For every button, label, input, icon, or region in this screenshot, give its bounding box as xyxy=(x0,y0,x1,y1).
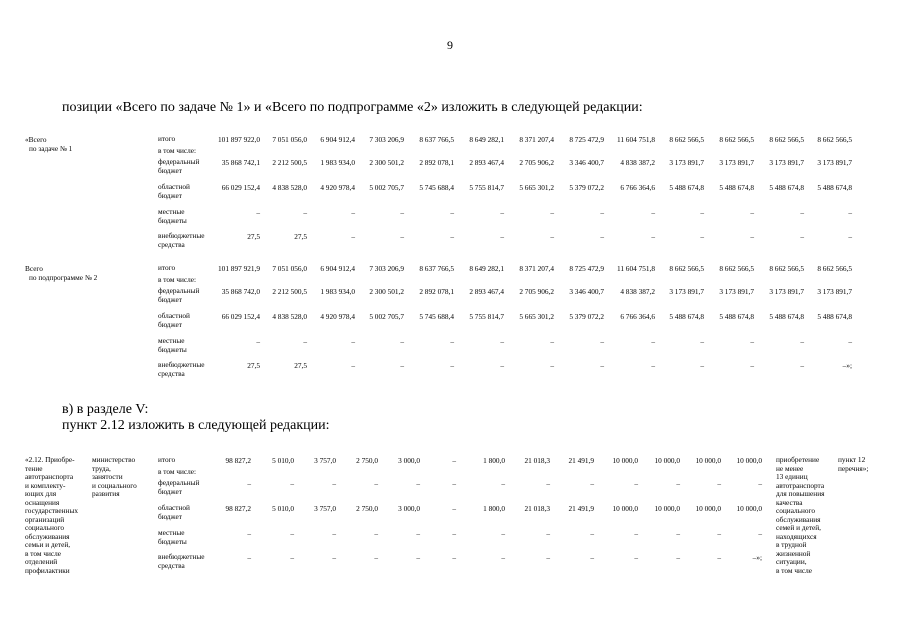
result-line: качества xyxy=(776,497,803,507)
responsible-line: труда, xyxy=(92,463,111,473)
block3-cell: 10 000,0 xyxy=(695,456,721,465)
block1-cell: – xyxy=(351,232,355,241)
block1-cell: – xyxy=(400,232,404,241)
block2-cell: 4 838 528,0 xyxy=(272,312,307,321)
heading-section-v: в) в разделе V: xyxy=(62,402,149,417)
block2-cell: – xyxy=(800,337,804,346)
result-line: жизненной xyxy=(776,548,811,558)
block2-cell: – xyxy=(450,337,454,346)
result-line: в том числе xyxy=(776,565,813,575)
block2-cell: 8 371 207,4 xyxy=(519,264,554,273)
block3-cell: – xyxy=(590,529,594,538)
block3-cell: – xyxy=(501,553,505,562)
measure-name-line: оснащения xyxy=(25,497,60,507)
block2-cell: 5 002 705,7 xyxy=(369,312,404,321)
block2-cell: 3 173 891,7 xyxy=(769,287,804,296)
result-line: обслуживания xyxy=(776,514,821,524)
block2-cell: – xyxy=(256,337,260,346)
block1-cell: 3 173 891,7 xyxy=(769,158,804,167)
block3-cell: 2 750,0 xyxy=(356,504,378,513)
block3-cell: – xyxy=(717,553,721,562)
block1-cell: 8 637 766,5 xyxy=(419,135,454,144)
block3-cell: 10 000,0 xyxy=(654,456,680,465)
block3-cell: – xyxy=(374,479,378,488)
block3-cell: – xyxy=(290,529,294,538)
block1-row-label: в том числе: xyxy=(158,146,197,155)
heading-item-2-12: пункт 2.12 изложить в следующей редакции: xyxy=(62,418,330,433)
block2-cell: 5 379 072,2 xyxy=(569,312,604,321)
block3-cell: 10 000,0 xyxy=(654,504,680,513)
block2-cell: – xyxy=(500,337,504,346)
block3-cell: 5 010,0 xyxy=(272,456,294,465)
block3-cell: – xyxy=(501,479,505,488)
block1-cell: 2 300 501,2 xyxy=(369,158,404,167)
block1-cell: 3 173 891,7 xyxy=(817,158,852,167)
measure-name-line: государственных xyxy=(25,506,79,515)
block3-cell: – xyxy=(452,529,456,538)
block2-row-label: в том числе: xyxy=(158,275,197,284)
block3-cell: – xyxy=(546,529,550,538)
block1-cell: – xyxy=(400,208,404,217)
block2-cell: 5 488 674,8 xyxy=(719,312,754,321)
block1-cell: – xyxy=(800,208,804,217)
block3-row-label: федеральный бюджет xyxy=(158,478,200,496)
block3-cell: – xyxy=(416,479,420,488)
block1-cell: 8 662 566,5 xyxy=(669,135,704,144)
block3-cell: – xyxy=(416,529,420,538)
block2-cell: 8 662 566,5 xyxy=(817,264,852,273)
block2-cell: 27,5 xyxy=(294,361,307,370)
block1-cell: – xyxy=(848,208,852,217)
block1-cell: 5 488 674,8 xyxy=(769,183,804,192)
block3-responsible xyxy=(92,456,137,499)
block1-cell: 5 488 674,8 xyxy=(817,183,852,192)
block2-row-label: итого xyxy=(158,263,176,272)
block1-cell: 2 893 467,4 xyxy=(469,158,504,167)
block2-cell: 3 173 891,7 xyxy=(669,287,704,296)
block3-cell: 1 800,0 xyxy=(483,504,505,513)
block1-cell: 6 766 364,6 xyxy=(620,183,655,192)
block3-cell: – xyxy=(374,529,378,538)
block2-cell: 3 173 891,7 xyxy=(817,287,852,296)
block1-cell: – xyxy=(600,208,604,217)
block3-cell: – xyxy=(676,529,680,538)
block3-cell: 10 000,0 xyxy=(736,456,762,465)
block2-row-label: местные бюджеты xyxy=(158,336,187,354)
block1-cell: 7 303 206,9 xyxy=(369,135,404,144)
block1-row-label: итого xyxy=(158,134,176,143)
measure-name-line: автотранспорта xyxy=(25,472,74,481)
block2-cell: – xyxy=(600,337,604,346)
block1-cell: 3 173 891,7 xyxy=(669,158,704,167)
block3-cell: 10 000,0 xyxy=(612,504,638,513)
result-line: для повышения xyxy=(776,489,825,498)
block2-cell: – xyxy=(400,361,404,370)
block1-cell: 5 488 674,8 xyxy=(669,183,704,192)
block3-cell: – xyxy=(247,479,251,488)
block1-cell: 2 705 906,2 xyxy=(519,158,554,167)
block3-cell: – xyxy=(332,479,336,488)
result-line: социального xyxy=(776,506,815,515)
block1-cell: – xyxy=(351,208,355,217)
block3-cell: – xyxy=(332,553,336,562)
block1-cell: 11 604 751,8 xyxy=(616,135,655,144)
block3-cell: –»; xyxy=(752,553,762,562)
measure-name-line: социального xyxy=(25,523,64,532)
responsible-line: и социального xyxy=(92,480,137,490)
block3-result xyxy=(776,456,824,575)
block2-cell: 2 705 906,2 xyxy=(519,287,554,296)
block3-cell: – xyxy=(374,553,378,562)
block1-cell: 6 904 912,4 xyxy=(320,135,355,144)
block3-cell: – xyxy=(634,553,638,562)
result-line: 13 единиц xyxy=(776,472,808,481)
block1-cell: 3 173 891,7 xyxy=(719,158,754,167)
block3-cell: 5 010,0 xyxy=(272,504,294,513)
block1-cell: 8 371 207,4 xyxy=(519,135,554,144)
block2-cell: 8 662 566,5 xyxy=(769,264,804,273)
measure-name-line: в том числе xyxy=(25,548,62,558)
heading-positions: позиции «Всего по задаче № 1» и «Всего по подпрограмме «2» изложить в следующей редакции: xyxy=(62,100,643,115)
block2-cell: – xyxy=(750,337,754,346)
block3-cell: – xyxy=(416,553,420,562)
block1-cell: – xyxy=(450,208,454,217)
block1-cell: 5 665 301,2 xyxy=(519,183,554,192)
block1-cell: 5 379 072,2 xyxy=(569,183,604,192)
block2-cell: – xyxy=(848,337,852,346)
block1-cell: 3 346 400,7 xyxy=(569,158,604,167)
block1-cell: 35 868 742,1 xyxy=(221,158,260,167)
block2-cell: 27,5 xyxy=(247,361,260,370)
block1-cell: – xyxy=(651,232,655,241)
block3-cell: – xyxy=(452,456,456,465)
block3-row-label: итого xyxy=(158,455,176,464)
block3-cell: 10 000,0 xyxy=(736,504,762,513)
measure-name-line: отделений xyxy=(25,557,58,566)
block2-cell: 6 904 912,4 xyxy=(320,264,355,273)
block1-cell: 8 662 566,5 xyxy=(769,135,804,144)
block3-cell: 21 491,9 xyxy=(568,456,594,465)
block3-cell: – xyxy=(676,479,680,488)
block2-cell: – xyxy=(400,337,404,346)
block1-cell: 5 745 688,4 xyxy=(419,183,454,192)
block2-cell: – xyxy=(351,361,355,370)
block1-cell: 8 662 566,5 xyxy=(817,135,852,144)
block1-cell: – xyxy=(600,232,604,241)
block2-cell: – xyxy=(500,361,504,370)
block2-cell: 1 983 934,0 xyxy=(320,287,355,296)
block3-cell: 2 750,0 xyxy=(356,456,378,465)
block1-cell: – xyxy=(550,208,554,217)
block2-cell: 5 755 814,7 xyxy=(469,312,504,321)
block3-cell: 10 000,0 xyxy=(695,504,721,513)
block1-cell: 5 488 674,8 xyxy=(719,183,754,192)
block1-cell: 1 983 934,0 xyxy=(320,158,355,167)
block1-cell: 8 649 282,1 xyxy=(469,135,504,144)
block3-cell: – xyxy=(717,479,721,488)
block2-cell: 5 488 674,8 xyxy=(669,312,704,321)
reference-line: перечня»; xyxy=(838,463,869,473)
block1-cell: – xyxy=(800,232,804,241)
block2-cell: 7 303 206,9 xyxy=(369,264,404,273)
block2-cell: – xyxy=(700,361,704,370)
block3-cell: – xyxy=(634,529,638,538)
block2-cell: 2 212 500,5 xyxy=(272,287,307,296)
block2-cell: – xyxy=(303,337,307,346)
block3-cell: 1 800,0 xyxy=(483,456,505,465)
block2-cell: – xyxy=(800,361,804,370)
block2-cell: – xyxy=(651,337,655,346)
block2-cell: 11 604 751,8 xyxy=(616,264,655,273)
block3-cell: – xyxy=(452,479,456,488)
result-line: ситуации, xyxy=(776,557,807,566)
block2-cell: – xyxy=(351,337,355,346)
block2-cell: 3 346 400,7 xyxy=(569,287,604,296)
block2-cell: 101 897 921,9 xyxy=(218,264,260,273)
measure-name-line: ющих для xyxy=(25,489,57,498)
block2-cell: 4 838 387,2 xyxy=(620,287,655,296)
block2-cell: 8 725 472,9 xyxy=(569,264,604,273)
block3-cell: – xyxy=(758,529,762,538)
block1-cell: 27,5 xyxy=(247,232,260,241)
reference-line: пункт 12 xyxy=(838,455,866,464)
block1-cell: 8 662 566,5 xyxy=(719,135,754,144)
block1-row-label: внебюджетные средства xyxy=(158,231,205,249)
block2-cell: – xyxy=(700,337,704,346)
block3-cell: 98 827,2 xyxy=(225,504,251,513)
block3-measure-name xyxy=(25,456,78,575)
block3-cell: – xyxy=(758,479,762,488)
block2-cell: 8 662 566,5 xyxy=(669,264,704,273)
block3-cell: – xyxy=(290,553,294,562)
block2-cell: 8 662 566,5 xyxy=(719,264,754,273)
page-number: 9 xyxy=(447,38,453,52)
result-line: не менее xyxy=(776,463,804,473)
result-line: находящихся xyxy=(776,531,817,541)
block1-cell: – xyxy=(303,208,307,217)
block3-cell: – xyxy=(546,553,550,562)
responsible-line: развития xyxy=(92,489,120,498)
block1-row-label: федеральный бюджет xyxy=(158,157,200,175)
block2-cell: 7 051 056,0 xyxy=(272,264,307,273)
responsible-line: министерство xyxy=(92,455,136,464)
block3-reference xyxy=(838,456,868,473)
result-line: приобретение xyxy=(776,455,820,464)
block3-cell: 3 000,0 xyxy=(398,504,420,513)
block1-cell: 4 838 528,0 xyxy=(272,183,307,192)
block2-cell: – xyxy=(600,361,604,370)
block3-cell: – xyxy=(676,553,680,562)
block2-cell: 3 173 891,7 xyxy=(719,287,754,296)
block1-row-label: местные бюджеты xyxy=(158,207,187,225)
block1-row-label: областной бюджет xyxy=(158,182,190,200)
block3-row-label: в том числе: xyxy=(158,467,197,476)
block2-cell: – xyxy=(550,337,554,346)
block2-cell: – xyxy=(450,361,454,370)
block2-cell: –»; xyxy=(842,361,852,370)
block1-cell: 66 029 152,4 xyxy=(221,183,260,192)
block2-cell: 2 300 501,2 xyxy=(369,287,404,296)
block2-cell: – xyxy=(750,361,754,370)
block2-row-label: внебюджетные средства xyxy=(158,360,205,378)
block3-cell: – xyxy=(590,479,594,488)
block1-cell: 2 212 500,5 xyxy=(272,158,307,167)
block3-cell: 21 018,3 xyxy=(524,456,550,465)
block2-cell: 66 029 152,4 xyxy=(221,312,260,321)
block3-cell: 98 827,2 xyxy=(225,456,251,465)
block1-cell: 5 002 705,7 xyxy=(369,183,404,192)
result-line: семей и детей, xyxy=(776,523,821,532)
block1-cell: 4 920 978,4 xyxy=(320,183,355,192)
block2-cell: 5 745 688,4 xyxy=(419,312,454,321)
measure-name-line: организаций xyxy=(25,514,65,524)
block3-cell: 3 757,0 xyxy=(314,456,336,465)
block1-cell: 4 838 387,2 xyxy=(620,158,655,167)
result-line: автотранспорта xyxy=(776,480,825,490)
block1-cell: 5 755 814,7 xyxy=(469,183,504,192)
block2-cell: 5 665 301,2 xyxy=(519,312,554,321)
block3-cell: – xyxy=(290,479,294,488)
block2-cell: 5 488 674,8 xyxy=(769,312,804,321)
block2-cell: 8 649 282,1 xyxy=(469,264,504,273)
measure-name-line: семьи и детей, xyxy=(25,540,71,549)
block3-cell: 3 757,0 xyxy=(314,504,336,513)
block1-cell: 101 897 922,0 xyxy=(218,135,260,144)
measure-name-line: и комплекту- xyxy=(25,480,66,490)
block2-cell: 2 893 467,4 xyxy=(469,287,504,296)
block3-cell: – xyxy=(590,553,594,562)
block1-cell: – xyxy=(848,232,852,241)
block1-cell: 7 051 056,0 xyxy=(272,135,307,144)
block2-cell: 35 868 742,0 xyxy=(221,287,260,296)
block3-cell: – xyxy=(546,479,550,488)
block3-cell: – xyxy=(247,529,251,538)
block3-cell: – xyxy=(452,504,456,513)
block3-row-label: местные бюджеты xyxy=(158,528,187,546)
measure-name-line: «2.12. Приобре- xyxy=(25,455,75,464)
block1-cell: – xyxy=(750,232,754,241)
block3-cell: – xyxy=(452,553,456,562)
block1-cell: 2 892 078,1 xyxy=(419,158,454,167)
block2-cell: 6 766 364,6 xyxy=(620,312,655,321)
block2-cell: 4 920 978,4 xyxy=(320,312,355,321)
block3-row-label: областной бюджет xyxy=(158,503,190,521)
block1-cell: – xyxy=(450,232,454,241)
block2-cell: 2 892 078,1 xyxy=(419,287,454,296)
block1-cell: – xyxy=(550,232,554,241)
block2-name: Всего по подпрограмме № 2 xyxy=(25,264,98,282)
block3-cell: – xyxy=(501,529,505,538)
block1-cell: – xyxy=(750,208,754,217)
block1-cell: – xyxy=(651,208,655,217)
block1-cell: – xyxy=(256,208,260,217)
result-line: в трудной xyxy=(776,540,807,549)
block3-cell: – xyxy=(332,529,336,538)
block2-cell: – xyxy=(550,361,554,370)
block3-cell: – xyxy=(717,529,721,538)
measure-name-line: тение xyxy=(25,463,43,473)
block1-cell: 27,5 xyxy=(294,232,307,241)
block3-cell: 3 000,0 xyxy=(398,456,420,465)
block2-cell: 5 488 674,8 xyxy=(817,312,852,321)
block3-cell: 10 000,0 xyxy=(612,456,638,465)
block3-row-label: внебюджетные средства xyxy=(158,552,205,570)
responsible-line: занятости xyxy=(92,472,123,481)
block1-cell: – xyxy=(500,208,504,217)
block3-cell: 21 491,9 xyxy=(568,504,594,513)
block3-cell: 21 018,3 xyxy=(524,504,550,513)
block2-row-label: федеральный бюджет xyxy=(158,286,200,304)
block2-cell: – xyxy=(651,361,655,370)
block2-row-label: областной бюджет xyxy=(158,311,190,329)
block1-cell: – xyxy=(500,232,504,241)
block1-cell: – xyxy=(700,232,704,241)
block1-cell: – xyxy=(700,208,704,217)
block1-cell: 8 725 472,9 xyxy=(569,135,604,144)
block2-cell: 8 637 766,5 xyxy=(419,264,454,273)
measure-name-line: обслуживания xyxy=(25,531,70,541)
block3-cell: – xyxy=(634,479,638,488)
block3-cell: – xyxy=(247,553,251,562)
measure-name-line: профилактики xyxy=(25,565,70,575)
block1-name: «Всего по задаче № 1 xyxy=(25,135,73,153)
